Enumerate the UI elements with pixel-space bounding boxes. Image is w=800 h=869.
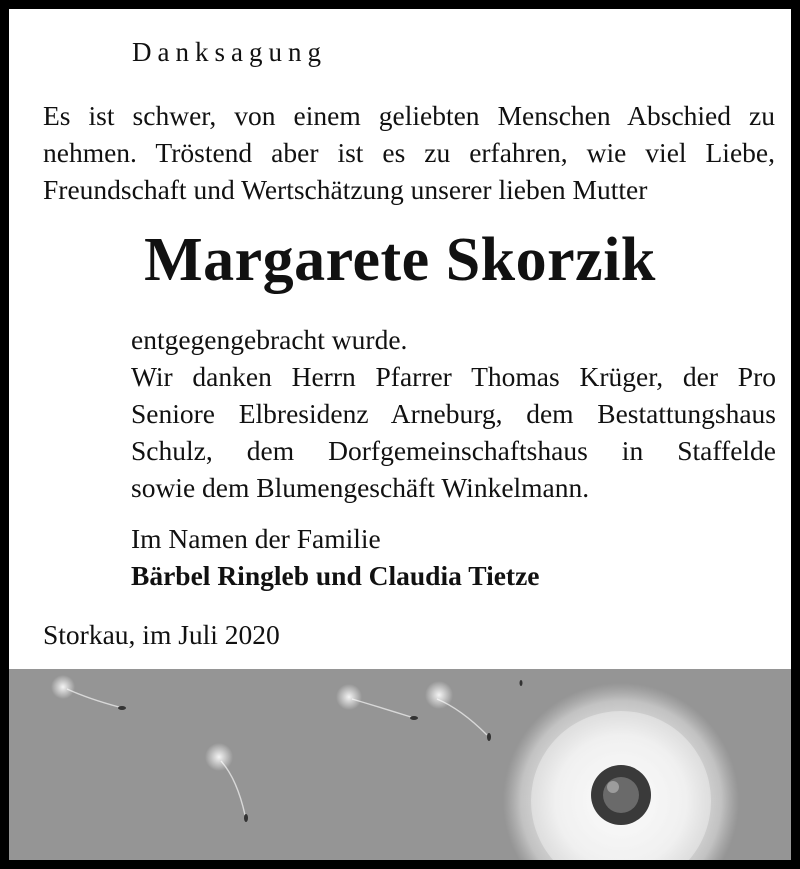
notice-heading: Danksagung (132, 37, 327, 67)
thanks-paragraph (131, 321, 776, 506)
family-signoff (131, 520, 540, 594)
signoff-text: Im Namen der Familie (131, 523, 381, 554)
place-date: Storkau, im Juli 2020 (43, 619, 280, 650)
thanks-line: sowie dem Blumengeschäft Winkelmann. (131, 472, 590, 503)
thanks-line: Schulz, dem Dorfgemeinschaftshaus in Staffelde (131, 435, 776, 466)
deceased-name: Margarete Skorzik (144, 226, 656, 294)
dandelion-seeds-icon (9, 669, 791, 860)
intro-line: nehmen. Tröstend aber ist es zu erfahren, wie viel Liebe, (43, 137, 775, 168)
thanks-line: entgegengebracht wurde. (131, 324, 408, 355)
thanks-line: Wir danken Herrn Pfarrer Thomas Krüger, der Pro (131, 361, 776, 392)
intro-line: Freundschaft und Wertschätzung unserer lieben Mutter (43, 174, 648, 205)
intro-paragraph (43, 97, 775, 208)
intro-line: Es ist schwer, von einem geliebten Menschen Abschied zu (43, 100, 775, 131)
signatories: Bärbel Ringleb und Claudia Tietze (131, 560, 540, 591)
thanks-line: Seniore Elbresidenz Arneburg, dem Bestattungshaus (131, 398, 776, 429)
